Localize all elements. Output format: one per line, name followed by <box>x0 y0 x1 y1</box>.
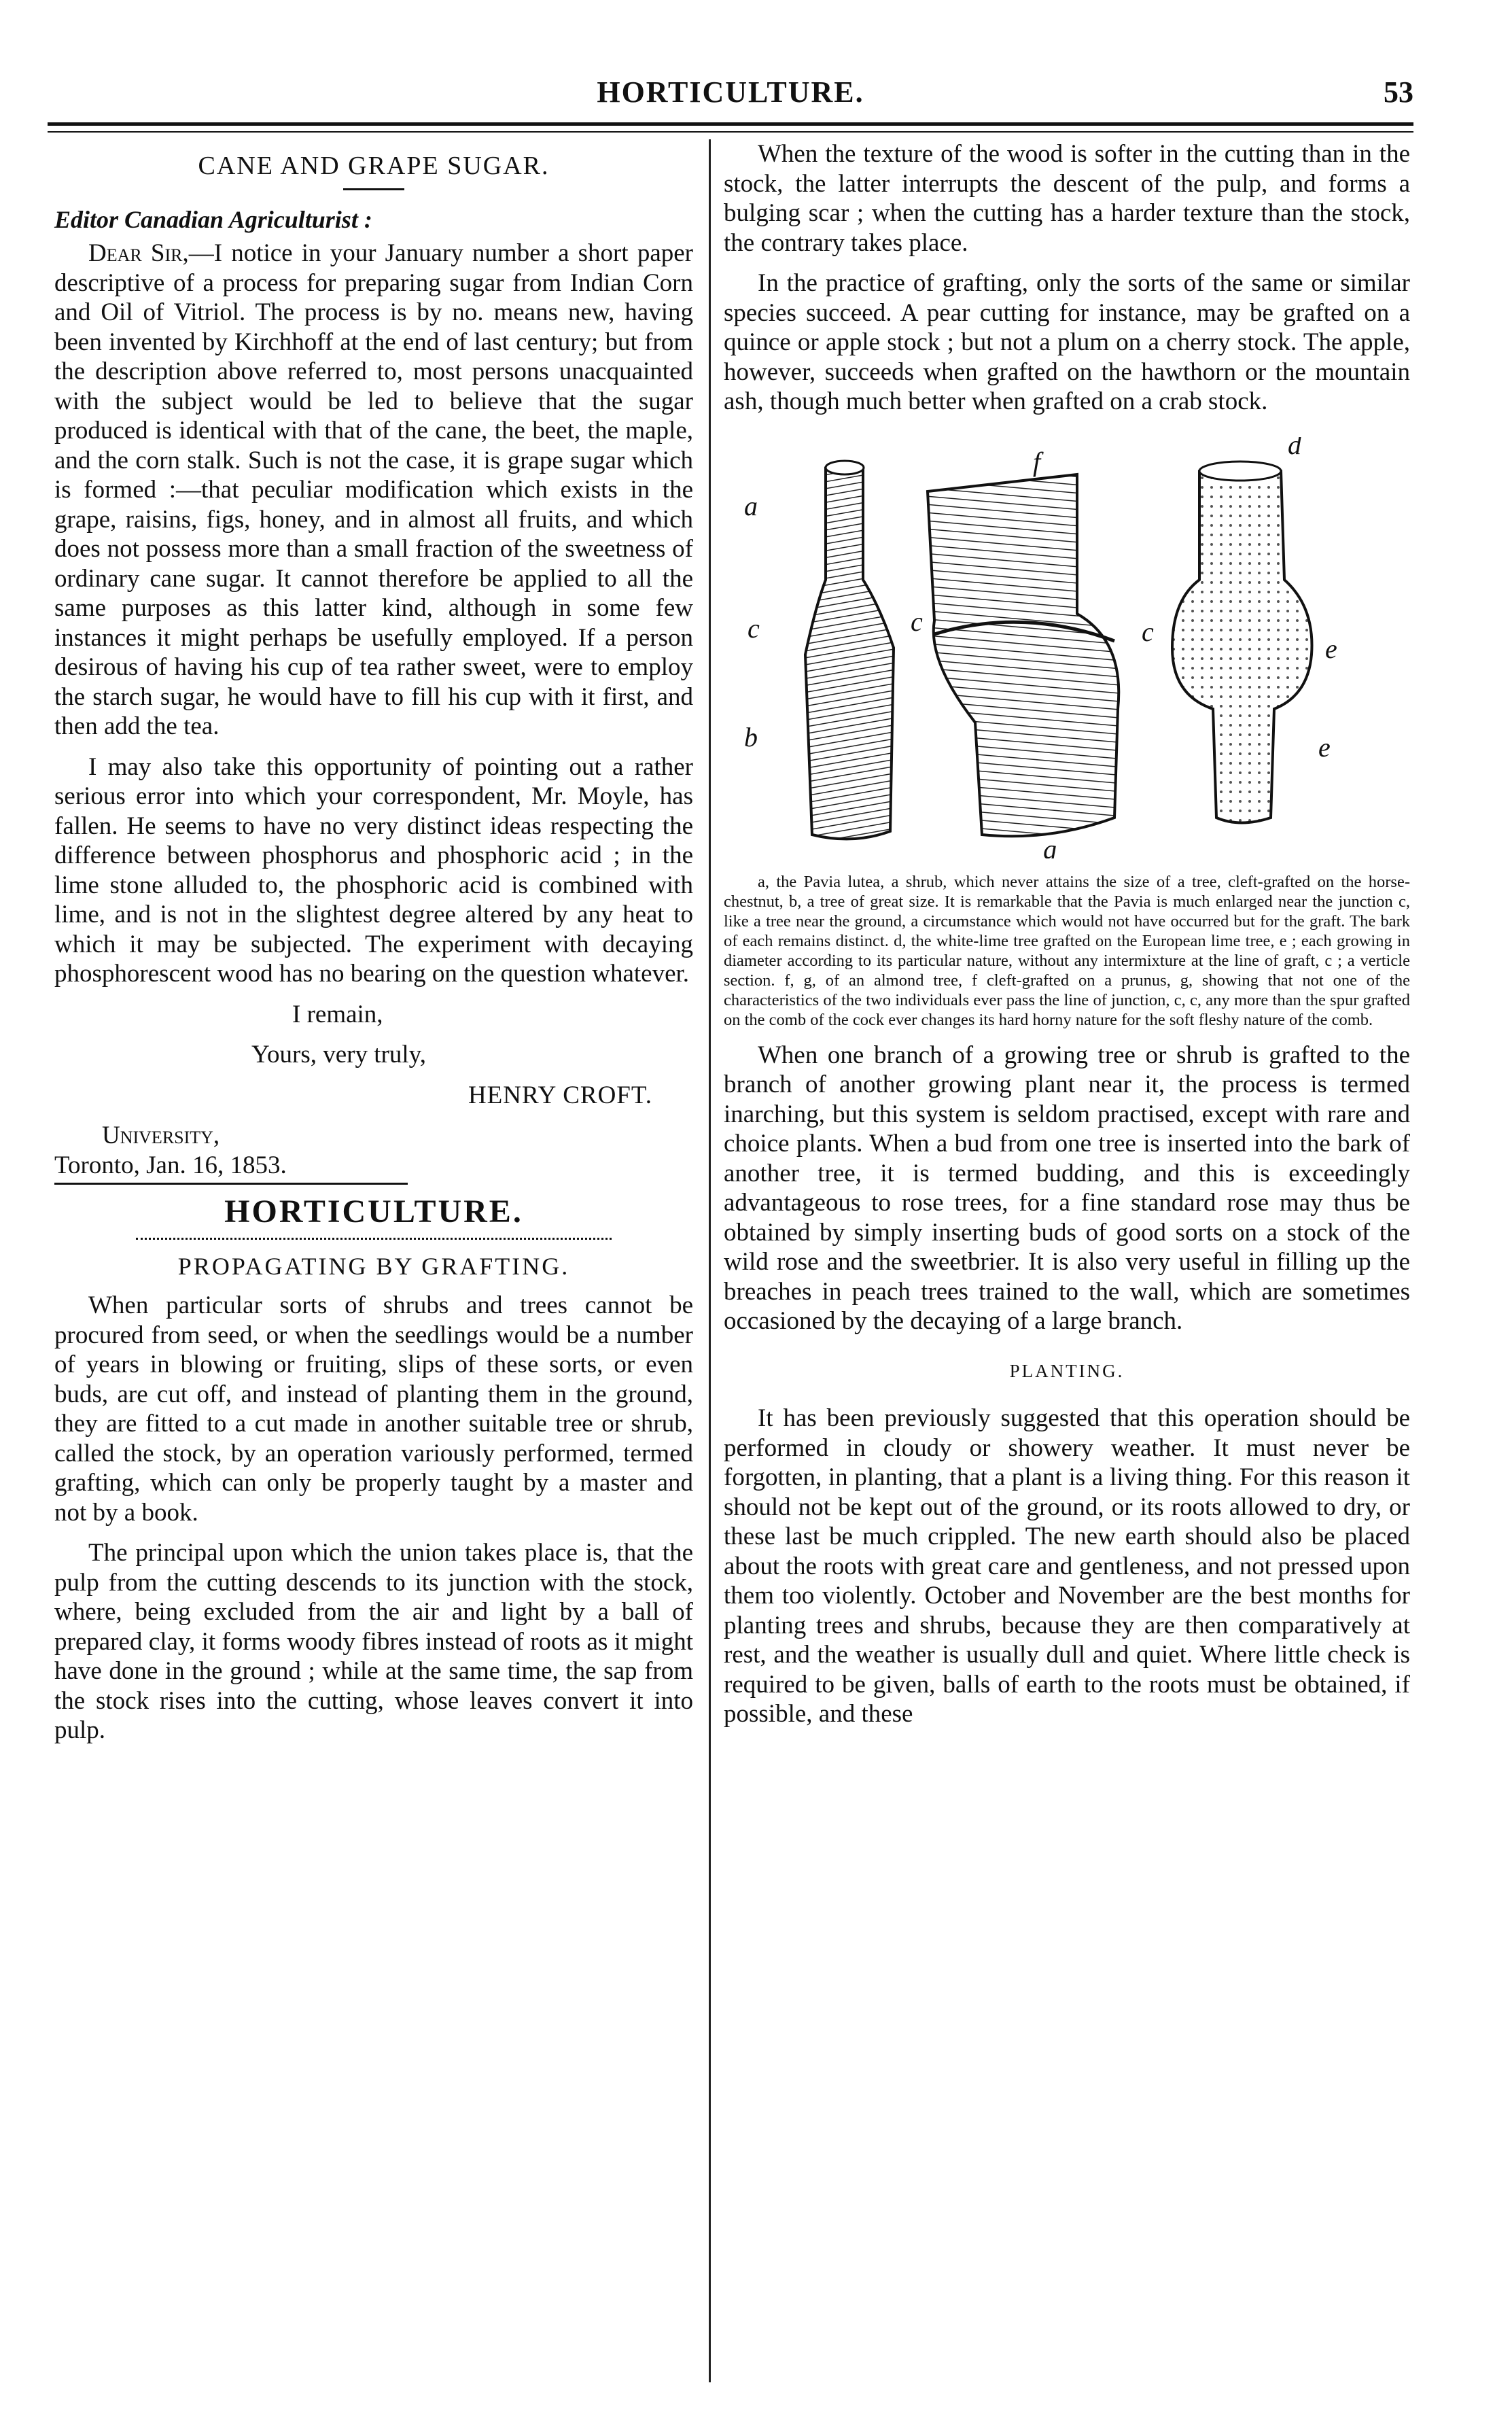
grafting-engraving <box>724 437 1410 858</box>
letter-paragraph-2: I may also take this opportunity of pointing out a rather serious error into which your correspondent, Mr. Moyle, has fallen. He seems to have no very distinct ideas respecting the difference between phosphorus and phosphoric acid ; in the lime stone alluded to, the phosphoric acid is combined with lime, and is not in the slightest degree altered by any heat to which it may be subjected. The experiment with decaying phosphorescent wood has no bearing on the question whatever. <box>54 752 693 988</box>
figure-label-f: f <box>1033 446 1041 477</box>
section-ornament-rule <box>136 1231 612 1240</box>
grafting-paragraph-5: When one branch of a growing tree or shrub is grafted to the branch of another growing plant near it, the process is termed inarching, but this system is seldom practised, except with rare and choice plants. When a bud from one tree is inserted into the bark of another tree, it is termed budding, and this is exceedingly advantageous to rose trees, for a fine standard rose may thus be obtained by simply inserting buds of good sorts on a stock of the wild rose and the sweetbrier. It is also very useful in filling up the breaches in peach trees trained to the wall, which are sometimes occasioned by the decaying of a large branch. <box>724 1041 1410 1335</box>
column-divider <box>709 139 711 2382</box>
grafting-illustration <box>724 437 1410 858</box>
letter-closing-2: Yours, very truly, <box>251 1041 426 1068</box>
letter-paragraph-1 <box>54 239 693 742</box>
figure-label-e-lower: e <box>1318 731 1331 763</box>
letter-greeting: Dear Sir, <box>88 239 189 267</box>
letter-salutation: Editor Canadian Agriculturist : <box>54 205 372 233</box>
letter-paragraph-1-text: —I notice in your January number a short paper descriptive of a process for preparing sugar from Indian Corn and Oil of Vitriol. The process is by no. means new, having been invented by Kirchhoff at the end of last century; but from the description above referred to, most persons unacquainted with the subject would be led to believe that the sugar produced is identical with that of the cane, the beet, the maple, and the corn stalk. Such is not the case, it is grape sugar which is formed :—that peculiar modification which exists in the grape, raisins, figs, honey, and in almost all fruits, and which does not possess more than a small fraction of the sweetness of ordinary cane sugar. It cannot therefore be applied to all the same purposes as this latter kind, although in some few instances it might perhaps be usefully employed. If a person desirous of having his cup of tea rather sweet, were to employ the starch sugar, he would have to fill his cup with it first, and then add the tea. <box>54 239 693 740</box>
figure-label-c-middle: c <box>911 606 923 637</box>
header-rule-thick <box>48 122 1413 126</box>
letter-date: Toronto, Jan. 16, 1853. <box>54 1151 408 1185</box>
figure-label-a: a <box>744 490 758 521</box>
figure-label-b: b <box>744 721 758 752</box>
figure-label-d: d <box>1288 436 1301 460</box>
figure-caption: a, the Pavia lutea, a shrub, which never attains the size of a tree, cleft-grafted on the horse-chestnut, b, a tree of great size. It is remarkable that the Pavia is much enlarged near the junction c, like a tree near the ground, a circumstance which would not have occurred but for the graft. The bark of each remains distinct. d, the white-lime tree grafted on the European lime tree, e ; each growing in diameter according to its particular nature, without any intermixture at the line of graft, c ; a verticle section. f, g, of an almond tree, f cleft-grafted on a prunus, g, showing that not one of the characteristics of the two individuals ever pass the line of junction, c, c, any more than the spur grafted on the comb of the cock ever changes its hard horny nature for the soft fleshy nature of the comb. <box>724 872 1410 1029</box>
figure-label-e-right: e <box>1325 633 1337 664</box>
grafting-title: PROPAGATING BY GRAFTING. <box>177 1252 570 1280</box>
specimen-pavia-on-chestnut <box>805 461 894 839</box>
planting-paragraph: It has been previously suggested that this operation should be performed in cloudy or showery weather. It must never be forgotten, in planting, that a plant is a living thing. For this reason it should not be kept out of the ground, or its roots allowed to dry, or these last be much crippled. The new earth should also be placed about the roots with great care and gentleness, and not pressed upon them too violently. October and November are the best months for planting trees and shrubs, because they are then comparatively at rest, and the weather is usually dull and quiet. Where little check is required to be given, balls of earth to the roots must be obtained, if possible, and these <box>724 1404 1410 1728</box>
page-number: 53 <box>1384 75 1413 109</box>
right-column <box>724 139 1410 1740</box>
left-column <box>54 139 693 1756</box>
grafting-paragraph-3: When the texture of the wood is softer in the cutting than in the stock, the latter interrupts the descent of the pulp, and forms a bulging scar ; when the cutting has a harder texture than the stock, the contrary takes place. <box>724 140 1410 257</box>
figure-label-c-right: c <box>1142 616 1154 647</box>
letter-signature: HENRY CROFT. <box>468 1081 652 1109</box>
running-head-title: HORTICULTURE. <box>597 75 864 109</box>
figure-label-c-left: c <box>748 612 760 644</box>
specimen-lime-section <box>1172 462 1312 823</box>
grafting-paragraph-1: When particular sorts of shrubs and trees cannot be procured from seed, or when the seedlings would be a number of years in blowing or fruiting, slips of these sorts, or even buds, are cut off, and instead of planting them in the ground, they are fitted to a cut made in another suitable tree or shrub, called the stock, by an operation variously performed, termed grafting, which can only be properly taught by a master and not by a book. <box>54 1291 693 1527</box>
section-title: HORTICULTURE. <box>224 1194 523 1230</box>
letter-place: University, <box>102 1121 220 1149</box>
running-head <box>48 75 1413 116</box>
header-rule-thin <box>48 131 1413 133</box>
grafting-paragraph-2: The principal upon which the union takes place is, that the pulp from the cutting descends to its junction with the stock, where, being excluded from the air and light by a ball of prepared clay, it forms woody fibres instead of roots as it might have done in the ground ; while at the same time, the sap from the stock rises into the cutting, whose leaves convert it into pulp. <box>54 1539 693 1744</box>
figure-label-g: g <box>1043 833 1057 858</box>
letter-title: CANE AND GRAPE SUGAR. <box>198 152 550 180</box>
planting-title: PLANTING. <box>1009 1360 1125 1381</box>
grafting-paragraph-4: In the practice of grafting, only the sorts of the same or similar species succeed. A pear cutting for instance, may be grafted on a quince or apple stock ; but not a plum on a cherry stock. The apple, however, succeeds when grafted on the hawthorn or the mountain ash, though much better when grafted on a crab stock. <box>724 269 1410 415</box>
specimen-almond-on-prunus <box>928 474 1119 836</box>
letter-closing-1: I remain, <box>292 1000 383 1028</box>
title-rule <box>343 188 404 190</box>
